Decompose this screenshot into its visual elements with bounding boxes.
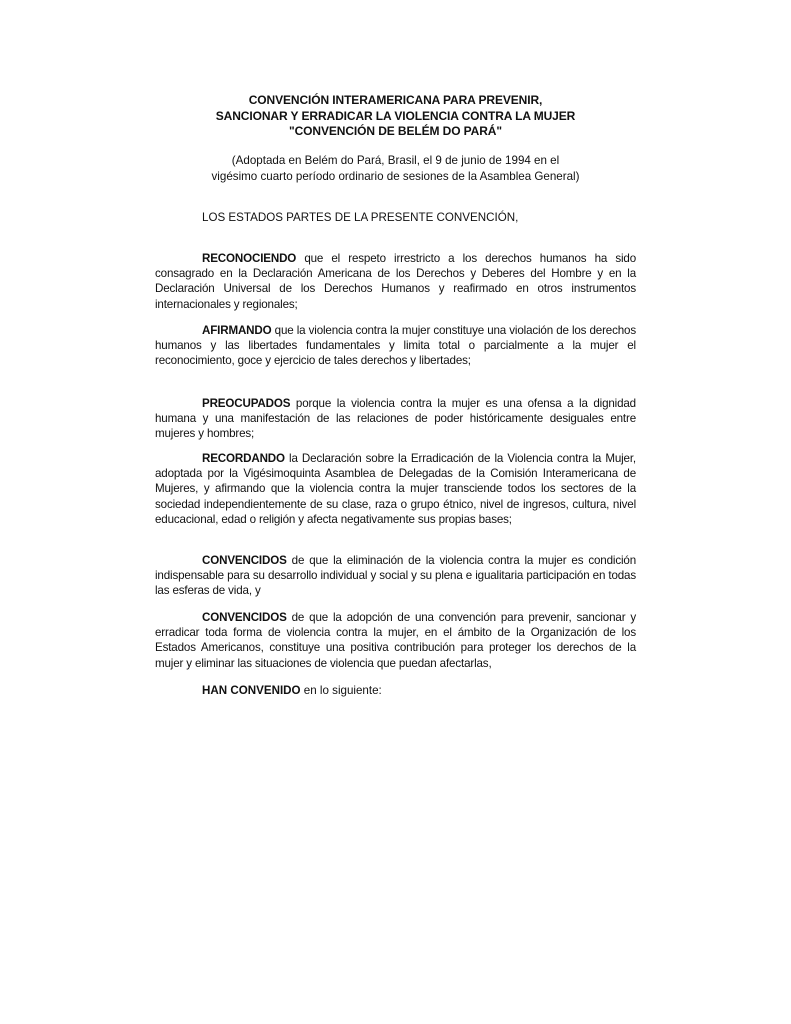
paragraph-lead: PREOCUPADOS [202, 397, 291, 410]
paragraph-lead: CONVENCIDOS [202, 611, 287, 624]
closing-statement [202, 683, 382, 698]
paragraph-text: que la violencia contra la mujer constituye una violación de los derechos humanos y las libertades fundamentales y limita total o parcialmente a la mujer el reconocimiento, goce y ejercicio de tales derechos y libertades; [155, 324, 636, 368]
title-line-3: "CONVENCIÓN DE BELÉM DO PARÁ" [289, 124, 502, 138]
paragraph-recordando [155, 451, 636, 527]
paragraph-afirmando [155, 323, 636, 369]
paragraph-text: que el respeto irrestricto a los derechos humanos ha sido consagrado en la Declaración Americana de los Derechos y Deberes del Hombre y en la Declaración Universal de los Derechos Humanos y reafirmado en otros instrumentos internacionales y regionales; [155, 252, 636, 311]
paragraph-lead: RECORDANDO [202, 452, 285, 465]
paragraph-lead: AFIRMANDO [202, 324, 272, 337]
preamble-heading: LOS ESTADOS PARTES DE LA PRESENTE CONVENCIÓN, [202, 211, 519, 224]
paragraph-preocupados [155, 396, 636, 442]
paragraph-text: porque la violencia contra la mujer es una ofensa a la dignidad humana y una manifestación de las relaciones de poder históricamente desiguales entre mujeres y hombres; [155, 397, 636, 441]
adoption-note-line-2: vigésimo cuarto período ordinario de sesiones de la Asamblea General) [211, 169, 580, 183]
title-line-2: SANCIONAR Y ERRADICAR LA VIOLENCIA CONTRA LA MUJER [215, 108, 576, 123]
adoption-note-line-1: (Adoptada en Belém do Pará, Brasil, el 9 de junio de 1994 en el [231, 154, 560, 167]
paragraph-text: de que la eliminación de la violencia contra la mujer es condición indispensable para su desarrollo individual y social y su plena e igualitaria participación en todas las esferas de vida, y [155, 554, 636, 598]
paragraph-convencidos-2 [155, 610, 636, 671]
closing-lead: HAN CONVENIDO [202, 684, 301, 697]
paragraph-lead: RECONOCIENDO [202, 252, 297, 265]
paragraph-text: de que la adopción de una convención para prevenir, sancionar y erradicar toda forma de violencia contra la mujer, en el ámbito de la Organización de los Estados Americanos, constituye una positiva contribución para proteger los derechos de la mujer y eliminar las situaciones de violencia que puedan afectarlas, [155, 611, 636, 670]
paragraph-text: la Declaración sobre la Erradicación de la Violencia contra la Mujer, adoptada por la Vigésimoquinta Asamblea de Delegadas de la Comisión Interamericana de Mujeres, y afirmando que la violencia contra la mujer transciende todos los sectores de la sociedad independientemente de su clase, raza o grupo étnico, nivel de ingresos, cultura, nivel educacional, edad o religión y afecta negativamente sus propias bases; [155, 452, 636, 526]
document-title [0, 93, 791, 140]
paragraph-convencidos-1 [155, 553, 636, 599]
paragraph-lead: CONVENCIDOS [202, 554, 287, 567]
closing-text: en lo siguiente: [300, 684, 382, 697]
title-line-1: CONVENCIÓN INTERAMERICANA PARA PREVENIR, [248, 93, 543, 107]
paragraph-reconociendo [155, 251, 636, 312]
adoption-note [0, 153, 791, 184]
